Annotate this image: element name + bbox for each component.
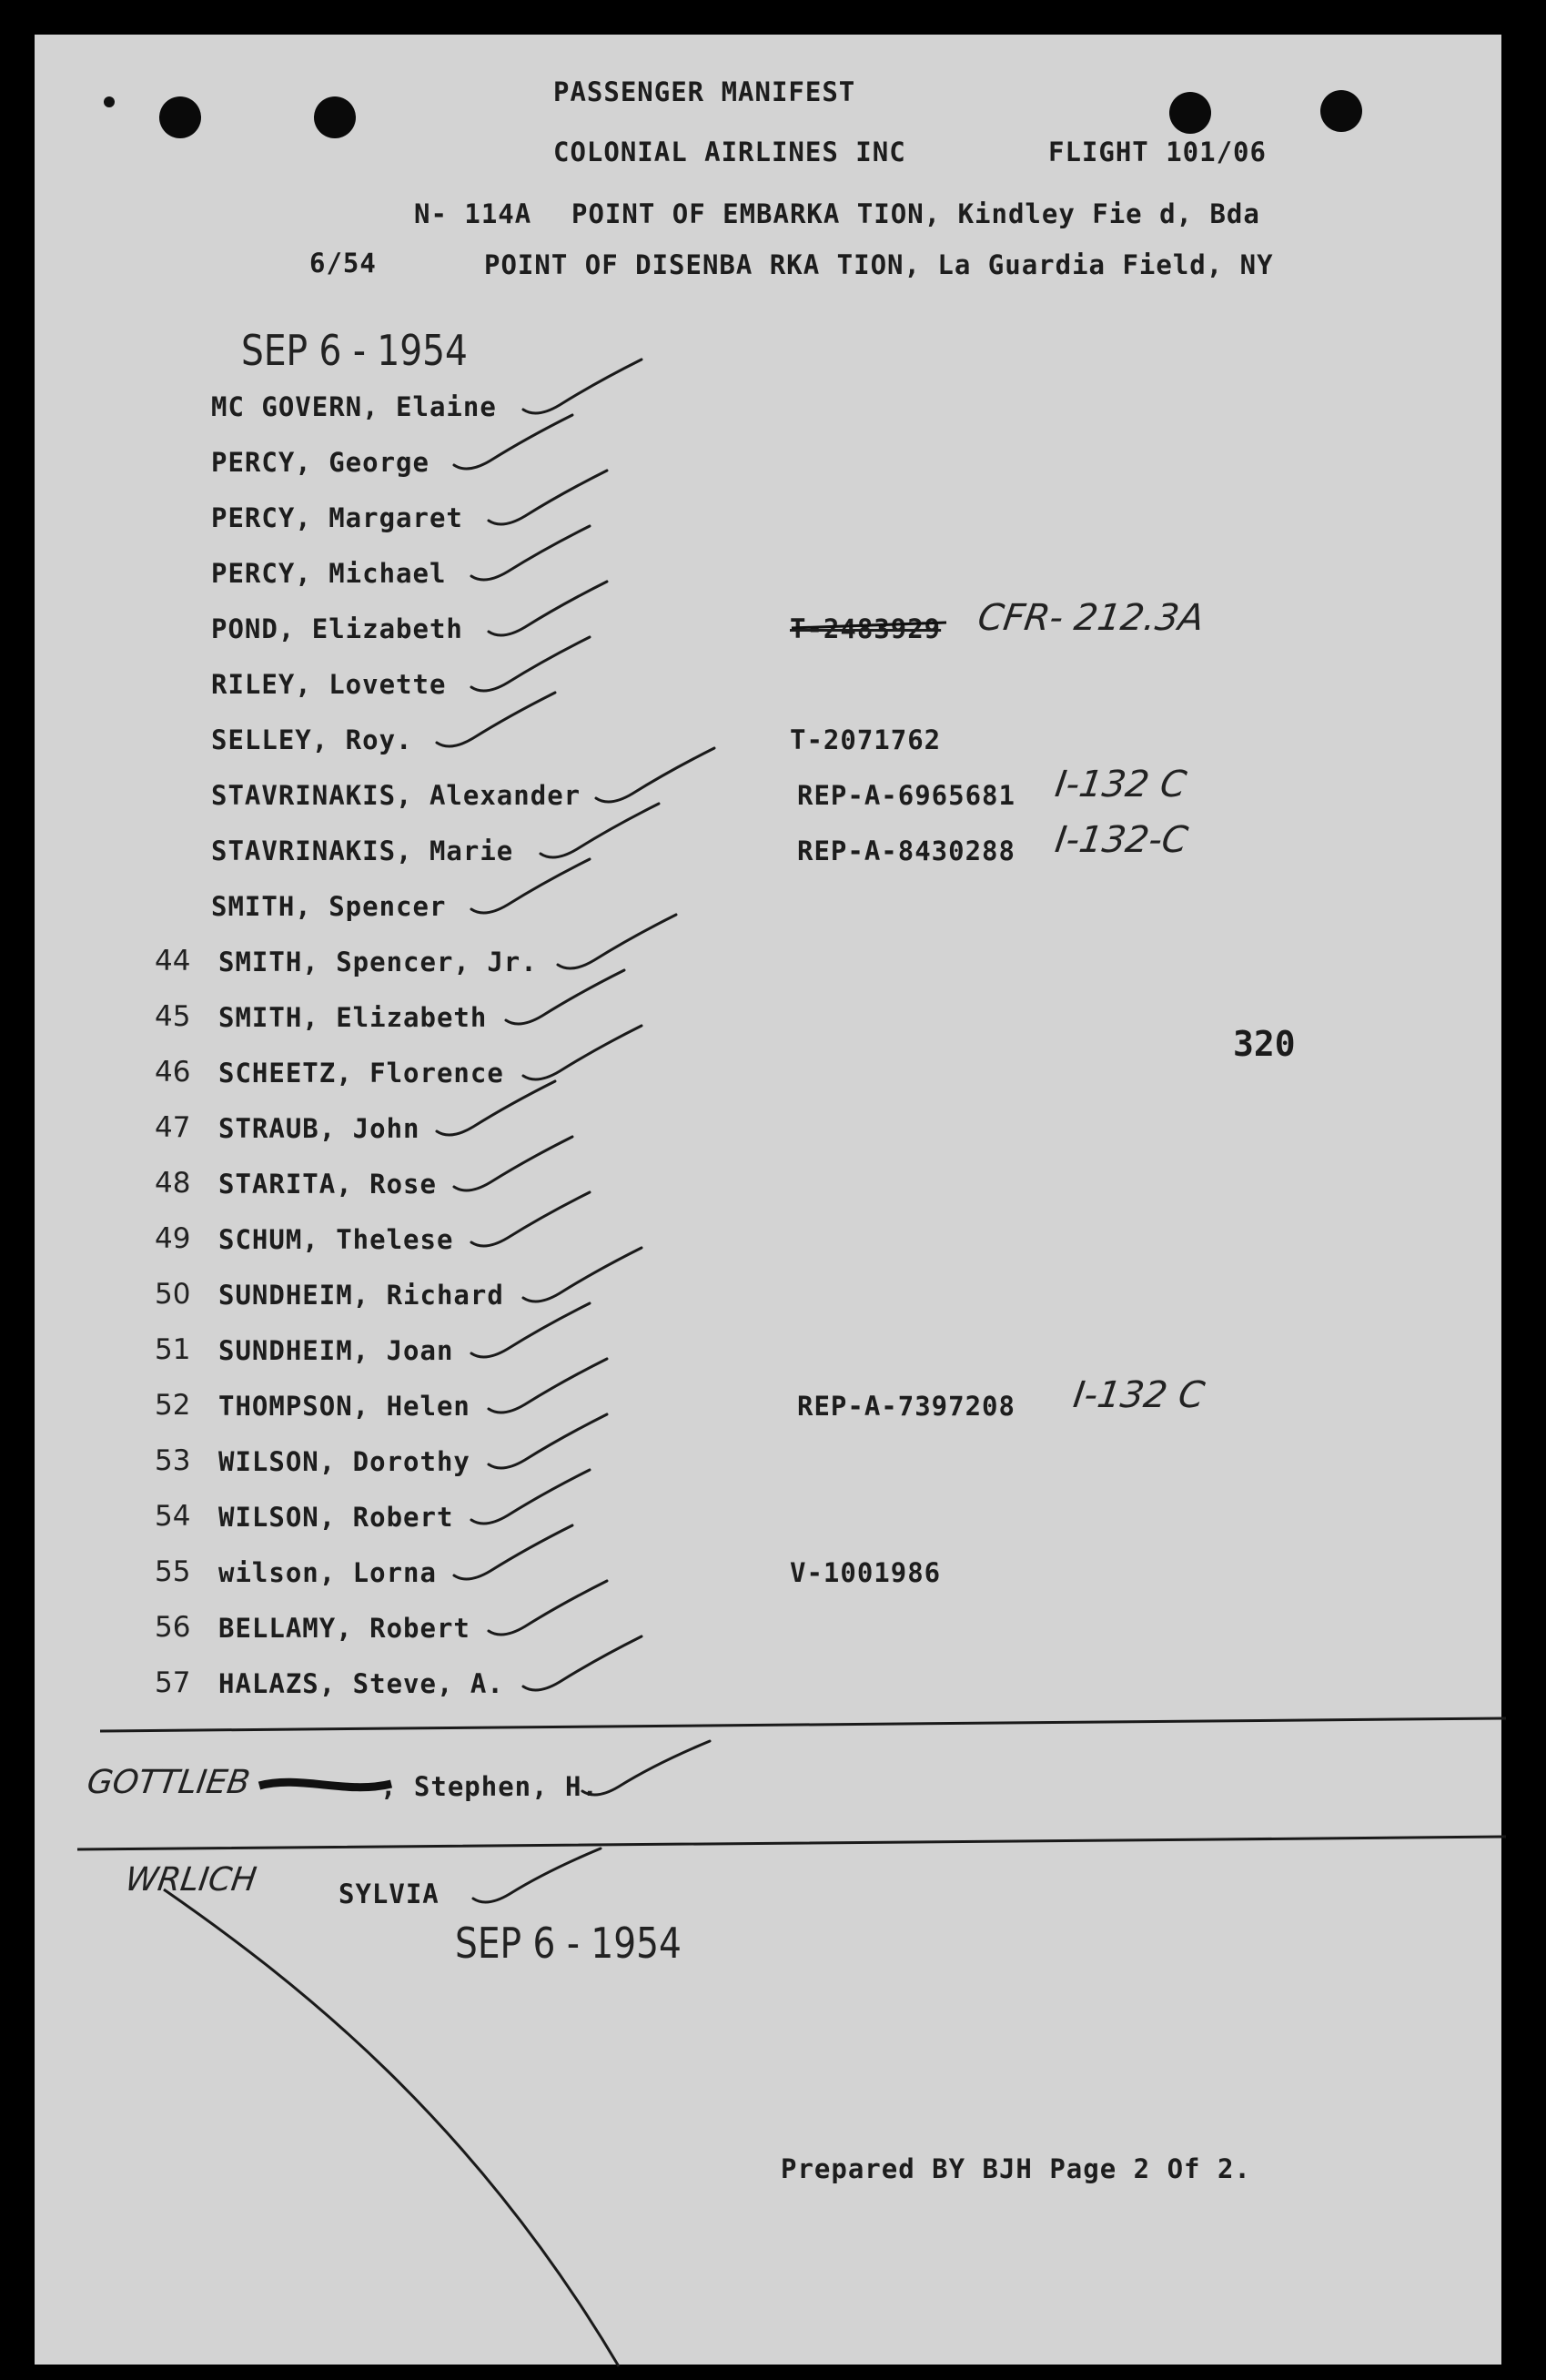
aircraft-number: N- 114A xyxy=(414,198,532,229)
date-stamp-bottom: SEP 6 - 1954 xyxy=(455,1919,682,1968)
punch-hole-left-2 xyxy=(314,96,356,138)
manifest-date: 6/54 xyxy=(309,248,377,279)
passenger-number: 46 xyxy=(155,1056,191,1089)
manifest-page xyxy=(35,35,1501,2365)
embarkation-point: POINT OF EMBARKA TION, Kindley Fie d, Bda xyxy=(571,198,1260,229)
passenger-name: THOMPSON, Helen xyxy=(218,1391,470,1422)
passenger-name: SCHEETZ, Florence xyxy=(218,1058,504,1089)
passenger-name: POND, Elizabeth xyxy=(211,613,463,644)
page-number: 320 xyxy=(1233,1024,1296,1064)
passenger-document-number: T-2483929 xyxy=(790,613,942,644)
passenger-name: SCHUM, Thelese xyxy=(218,1224,454,1255)
handwritten-annotation: CFR- 212.3A xyxy=(975,597,1207,639)
passenger-name: HALAZS, Steve, A. xyxy=(218,1668,504,1699)
passenger-name: STARITA, Rose xyxy=(218,1169,437,1200)
passenger-number: 45 xyxy=(155,1000,191,1033)
passenger-document-number: REP-A-7397208 xyxy=(797,1391,1016,1422)
passenger-name: RILEY, Lovette xyxy=(211,669,447,700)
passenger-name: wilson, Lorna xyxy=(218,1557,437,1588)
passenger-number: 50 xyxy=(155,1278,191,1311)
passenger-number: 44 xyxy=(155,945,191,977)
disembarkation-point: POINT OF DISENBA RKA TION, La Guardia Field, NY xyxy=(484,249,1274,280)
passenger-name: SUNDHEIM, Joan xyxy=(218,1335,454,1366)
punch-hole-right-1 xyxy=(1169,92,1211,134)
passenger-name: STAVRINAKIS, Marie xyxy=(211,836,514,866)
passenger-name: SELLEY, Roy. xyxy=(211,724,413,755)
punch-hole-right-2 xyxy=(1320,90,1362,132)
handwritten-annotation: I-132 C xyxy=(1052,764,1189,805)
handwritten-annotation: I-132-C xyxy=(1052,819,1191,861)
passenger-number: 55 xyxy=(155,1555,191,1588)
passenger-document-number: T-2071762 xyxy=(790,724,942,755)
passenger-name: STAVRINAKIS, Alexander xyxy=(211,780,581,811)
date-stamp-top: SEP 6 - 1954 xyxy=(241,326,468,375)
added-surname-1: GOTTLIEB xyxy=(85,1764,253,1801)
passenger-number: 51 xyxy=(155,1333,191,1366)
passenger-name: PERCY, George xyxy=(211,447,429,478)
passenger-name: PERCY, Michael xyxy=(211,558,447,589)
passenger-document-number: REP-A-6965681 xyxy=(797,780,1016,811)
passenger-name: PERCY, Margaret xyxy=(211,502,463,533)
airline-name: COLONIAL AIRLINES INC xyxy=(553,137,906,167)
passenger-number: 48 xyxy=(155,1167,191,1200)
added-surname-2: WRLICH xyxy=(123,1861,259,1899)
passenger-name: SMITH, Elizabeth xyxy=(218,1002,488,1033)
passenger-number: 56 xyxy=(155,1611,191,1644)
passenger-name: BELLAMY, Robert xyxy=(218,1613,470,1644)
passenger-number: 49 xyxy=(155,1222,191,1255)
manifest-title: PASSENGER MANIFEST xyxy=(553,76,856,107)
passenger-number: 53 xyxy=(155,1444,191,1477)
passenger-number: 57 xyxy=(155,1666,191,1699)
handwritten-annotation: I-132 C xyxy=(1070,1374,1207,1416)
prepared-by-footer: Prepared BY BJH Page 2 Of 2. xyxy=(781,2153,1251,2184)
passenger-name: SMITH, Spencer, Jr. xyxy=(218,947,538,977)
passenger-document-number: REP-A-8430288 xyxy=(797,836,1016,866)
passenger-name: SUNDHEIM, Richard xyxy=(218,1280,504,1311)
flight-number: FLIGHT 101/06 xyxy=(1048,137,1267,167)
added-name-1: , Stephen, H. xyxy=(380,1771,599,1802)
punch-hole-small xyxy=(104,96,115,107)
passenger-number: 52 xyxy=(155,1389,191,1422)
passenger-name: WILSON, Robert xyxy=(218,1502,454,1533)
passenger-document-number: V-1001986 xyxy=(790,1557,942,1588)
passenger-name: WILSON, Dorothy xyxy=(218,1446,470,1477)
passenger-name: STRAUB, John xyxy=(218,1113,420,1144)
passenger-number: 54 xyxy=(155,1500,191,1533)
added-name-2: SYLVIA xyxy=(339,1879,440,1909)
passenger-name: SMITH, Spencer xyxy=(211,891,447,922)
passenger-number: 47 xyxy=(155,1111,191,1144)
passenger-name: MC GOVERN, Elaine xyxy=(211,391,497,422)
punch-hole-left-1 xyxy=(159,96,201,138)
